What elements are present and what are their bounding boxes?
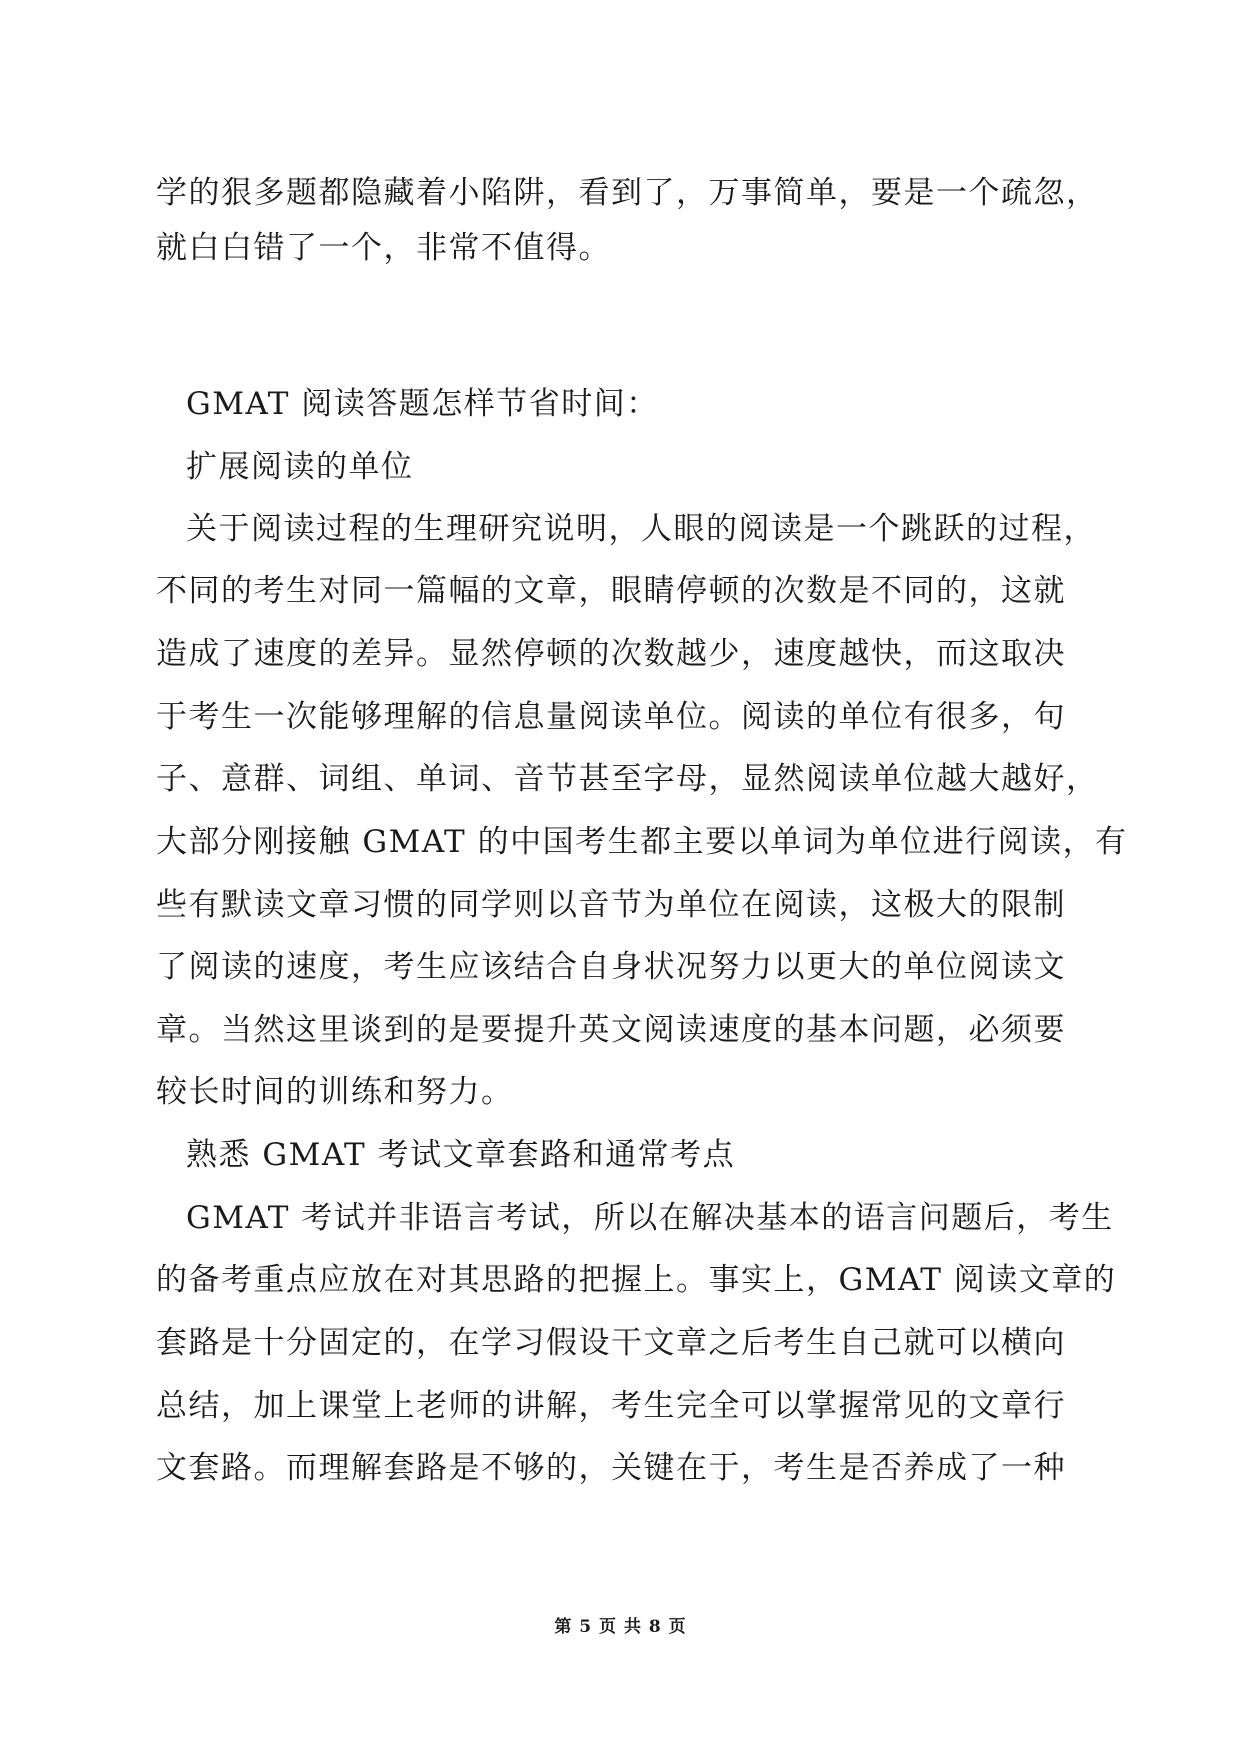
paragraph-2-line-8: 了阅读的速度，考生应该结合自身状况努力以更大的单位阅读文 (156, 949, 1066, 985)
paragraph-2-line-3: 造成了速度的差异。显然停顿的次数越少，速度越快，而这取决 (156, 636, 1066, 672)
paragraph-1-line-1: 学的狠多题都隐藏着小陷阱，看到了，万事简单，要是一个疏忽， (156, 175, 1099, 211)
paragraph-3-line-1: GMAT 考试并非语言考试，所以在解决基本的语言问题后，考生 (186, 1200, 1114, 1236)
section-heading: GMAT 阅读答题怎样节省时间： (186, 386, 659, 422)
paragraph-2-line-4: 于考生一次能够理解的信息量阅读单位。阅读的单位有很多，句 (156, 699, 1066, 735)
subheading-familiar-with-gmat-patterns: 熟悉 GMAT 考试文章套路和通常考点 (186, 1137, 736, 1173)
paragraph-2-line-6: 大部分刚接触 GMAT 的中国考生都主要以单词为单位进行阅读，有 (156, 824, 1128, 860)
paragraph-2-line-1: 关于阅读过程的生理研究说明，人眼的阅读是一个跳跃的过程， (186, 511, 1096, 547)
paragraph-3-line-4: 总结，加上课堂上老师的讲解，考生完全可以掌握常见的文章行 (156, 1388, 1066, 1424)
paragraph-2-line-7: 些有默读文章习惯的同学则以音节为单位在阅读，这极大的限制 (156, 887, 1066, 923)
page-number-footer: 第 5 页 共 8 页 (554, 1617, 687, 1637)
subheading-expand-reading-unit: 扩展阅读的单位 (186, 449, 414, 485)
paragraph-2-line-5: 子、意群、词组、单词、音节甚至字母，显然阅读单位越大越好， (156, 761, 1099, 797)
paragraph-2-line-2: 不同的考生对同一篇幅的文章，眼睛停顿的次数是不同的，这就 (156, 573, 1066, 609)
paragraph-3-line-2: 的备考重点应放在对其思路的把握上。事实上，GMAT 阅读文章的 (156, 1262, 1117, 1298)
paragraph-2-line-9: 章。当然这里谈到的是要提升英文阅读速度的基本问题，必须要 (156, 1012, 1066, 1048)
paragraph-3-line-3: 套路是十分固定的，在学习假设干文章之后考生自己就可以横向 (156, 1325, 1066, 1361)
paragraph-1-line-2: 就白白错了一个，非常不值得。 (156, 230, 611, 266)
paragraph-3-line-5: 文套路。而理解套路是不够的，关键在于，考生是否养成了一种 (156, 1450, 1066, 1486)
paragraph-2-line-10: 较长时间的训练和努力。 (156, 1074, 514, 1110)
